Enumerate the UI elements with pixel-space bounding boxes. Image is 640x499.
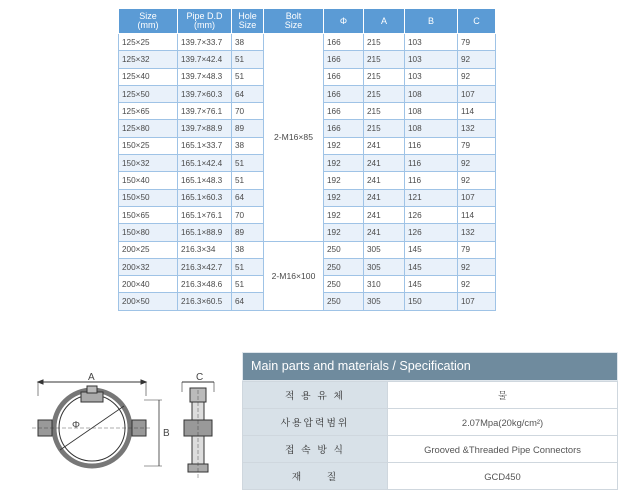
cell-phi: 166 xyxy=(324,68,364,85)
spec-value: GCD450 xyxy=(388,463,618,490)
cell-b: 103 xyxy=(405,51,458,68)
cell-size: 200×32 xyxy=(119,258,178,275)
cell-phi: 166 xyxy=(324,120,364,137)
spec-row xyxy=(243,463,618,490)
cell-b: 108 xyxy=(405,120,458,137)
cell-size: 150×65 xyxy=(119,206,178,223)
cell-a: 215 xyxy=(364,85,405,102)
cell-b: 126 xyxy=(405,224,458,241)
cell-a: 215 xyxy=(364,68,405,85)
cell-pipe-od: 139.7×76.1 xyxy=(178,103,232,120)
cell-b: 108 xyxy=(405,103,458,120)
cell-a: 310 xyxy=(364,276,405,293)
cell-a: 305 xyxy=(364,293,405,310)
cell-c: 92 xyxy=(458,276,496,293)
header-b: B xyxy=(405,9,458,34)
cell-phi: 166 xyxy=(324,51,364,68)
cell-pipe-od: 139.7×60.3 xyxy=(178,85,232,102)
cell-pipe-od: 165.1×33.7 xyxy=(178,137,232,154)
cell-a: 215 xyxy=(364,103,405,120)
cell-phi: 192 xyxy=(324,189,364,206)
cell-c: 132 xyxy=(458,120,496,137)
cell-b: 103 xyxy=(405,34,458,51)
dimension-label-phi: Φ xyxy=(72,420,80,431)
cell-pipe-od: 165.1×88.9 xyxy=(178,224,232,241)
spec-row xyxy=(243,382,618,409)
cell-a: 241 xyxy=(364,172,405,189)
cell-hole-size: 38 xyxy=(232,34,264,51)
cell-phi: 250 xyxy=(324,241,364,258)
cell-phi: 192 xyxy=(324,155,364,172)
dimension-label-a: A xyxy=(88,372,95,383)
cell-b: 108 xyxy=(405,85,458,102)
cell-b: 121 xyxy=(405,189,458,206)
cell-phi: 192 xyxy=(324,206,364,223)
cell-phi: 166 xyxy=(324,103,364,120)
cell-size: 150×32 xyxy=(119,155,178,172)
cell-c: 79 xyxy=(458,241,496,258)
front-view-drawing xyxy=(32,380,162,466)
cell-a: 305 xyxy=(364,258,405,275)
cell-phi: 192 xyxy=(324,172,364,189)
spec-title: Main parts and materials / Specification xyxy=(242,352,618,381)
cell-pipe-od: 165.1×42.4 xyxy=(178,155,232,172)
cell-size: 150×50 xyxy=(119,189,178,206)
cell-size: 150×40 xyxy=(119,172,178,189)
table-row xyxy=(119,241,496,258)
cell-size: 150×25 xyxy=(119,137,178,154)
spec-table-panel xyxy=(242,352,618,490)
cell-a: 241 xyxy=(364,137,405,154)
cell-b: 126 xyxy=(405,206,458,223)
cell-c: 92 xyxy=(458,51,496,68)
cell-pipe-od: 139.7×33.7 xyxy=(178,34,232,51)
cell-a: 241 xyxy=(364,189,405,206)
dimension-table xyxy=(118,8,496,311)
dimension-label-b: B xyxy=(163,428,170,439)
cell-hole-size: 51 xyxy=(232,155,264,172)
cell-phi: 250 xyxy=(324,293,364,310)
cell-c: 92 xyxy=(458,155,496,172)
cell-pipe-od: 165.1×60.3 xyxy=(178,189,232,206)
cell-pipe-od: 139.7×42.4 xyxy=(178,51,232,68)
cell-hole-size: 89 xyxy=(232,120,264,137)
cell-hole-size: 89 xyxy=(232,224,264,241)
cell-pipe-od: 139.7×48.3 xyxy=(178,68,232,85)
spec-value: 물 xyxy=(388,382,618,409)
cell-size: 125×65 xyxy=(119,103,178,120)
cell-c: 92 xyxy=(458,172,496,189)
cell-a: 305 xyxy=(364,241,405,258)
cell-size: 125×50 xyxy=(119,85,178,102)
cell-size: 125×80 xyxy=(119,120,178,137)
spec-value: 2.07Mpa(20kg/cm²) xyxy=(388,409,618,436)
cell-phi: 250 xyxy=(324,258,364,275)
cell-pipe-od: 165.1×48.3 xyxy=(178,172,232,189)
cell-size: 125×32 xyxy=(119,51,178,68)
header-a: A xyxy=(364,9,405,34)
cell-hole-size: 64 xyxy=(232,85,264,102)
spec-row xyxy=(243,409,618,436)
side-view-drawing xyxy=(182,382,214,480)
cell-pipe-od: 216.3×48.6 xyxy=(178,276,232,293)
cell-a: 241 xyxy=(364,224,405,241)
cell-c: 132 xyxy=(458,224,496,241)
cell-phi: 250 xyxy=(324,276,364,293)
cell-b: 103 xyxy=(405,68,458,85)
spec-value: Grooved &Threaded Pipe Connectors xyxy=(388,436,618,463)
header-bolt-size: Bolt Size xyxy=(264,9,324,34)
cell-phi: 192 xyxy=(324,224,364,241)
spec-row xyxy=(243,436,618,463)
cell-b: 116 xyxy=(405,155,458,172)
table-header-row xyxy=(119,9,496,34)
header-size: Size (mm) xyxy=(119,9,178,34)
cell-a: 215 xyxy=(364,34,405,51)
cell-hole-size: 51 xyxy=(232,258,264,275)
cell-hole-size: 51 xyxy=(232,68,264,85)
cell-a: 215 xyxy=(364,51,405,68)
cell-pipe-od: 165.1×76.1 xyxy=(178,206,232,223)
cell-phi: 192 xyxy=(324,137,364,154)
cell-size: 200×40 xyxy=(119,276,178,293)
cell-hole-size: 51 xyxy=(232,276,264,293)
spec-table xyxy=(242,381,618,490)
dimension-label-c: C xyxy=(196,372,204,383)
cell-a: 241 xyxy=(364,206,405,223)
cell-b: 145 xyxy=(405,276,458,293)
header-phi: Φ xyxy=(324,9,364,34)
cell-size: 200×50 xyxy=(119,293,178,310)
cell-b: 145 xyxy=(405,258,458,275)
table-body xyxy=(119,34,496,311)
cell-pipe-od: 139.7×88.9 xyxy=(178,120,232,137)
cell-bolt-size: 2-M16×100 xyxy=(264,241,324,310)
cell-phi: 166 xyxy=(324,34,364,51)
cell-c: 114 xyxy=(458,206,496,223)
cell-hole-size: 38 xyxy=(232,241,264,258)
cell-hole-size: 70 xyxy=(232,103,264,120)
cell-size: 125×25 xyxy=(119,34,178,51)
spec-label: 사용압력범위 xyxy=(243,409,388,436)
cell-bolt-size: 2-M16×85 xyxy=(264,34,324,242)
cell-c: 107 xyxy=(458,189,496,206)
spec-label: 적 용 유 체 xyxy=(243,382,388,409)
cell-pipe-od: 216.3×42.7 xyxy=(178,258,232,275)
spec-label: 접 속 방 식 xyxy=(243,436,388,463)
cell-pipe-od: 216.3×34 xyxy=(178,241,232,258)
cell-b: 116 xyxy=(405,172,458,189)
header-pipe-od: Pipe D.D (mm) xyxy=(178,9,232,34)
header-hole-size: Hole Size xyxy=(232,9,264,34)
cell-c: 107 xyxy=(458,293,496,310)
cell-phi: 166 xyxy=(324,85,364,102)
cell-b: 116 xyxy=(405,137,458,154)
cell-hole-size: 64 xyxy=(232,293,264,310)
cell-hole-size: 64 xyxy=(232,189,264,206)
clamp-diagram xyxy=(24,370,234,490)
cell-c: 114 xyxy=(458,103,496,120)
cell-hole-size: 51 xyxy=(232,172,264,189)
cell-c: 79 xyxy=(458,34,496,51)
cell-c: 79 xyxy=(458,137,496,154)
cell-size: 125×40 xyxy=(119,68,178,85)
cell-b: 145 xyxy=(405,241,458,258)
cell-hole-size: 51 xyxy=(232,51,264,68)
cell-a: 241 xyxy=(364,155,405,172)
spec-label: 재 질 xyxy=(243,463,388,490)
cell-size: 150×80 xyxy=(119,224,178,241)
cell-c: 107 xyxy=(458,85,496,102)
cell-size: 200×25 xyxy=(119,241,178,258)
cell-hole-size: 70 xyxy=(232,206,264,223)
cell-b: 150 xyxy=(405,293,458,310)
cell-c: 92 xyxy=(458,68,496,85)
table-row xyxy=(119,34,496,51)
cell-a: 215 xyxy=(364,120,405,137)
cell-hole-size: 38 xyxy=(232,137,264,154)
cell-c: 92 xyxy=(458,258,496,275)
cell-pipe-od: 216.3×60.5 xyxy=(178,293,232,310)
header-c: C xyxy=(458,9,496,34)
